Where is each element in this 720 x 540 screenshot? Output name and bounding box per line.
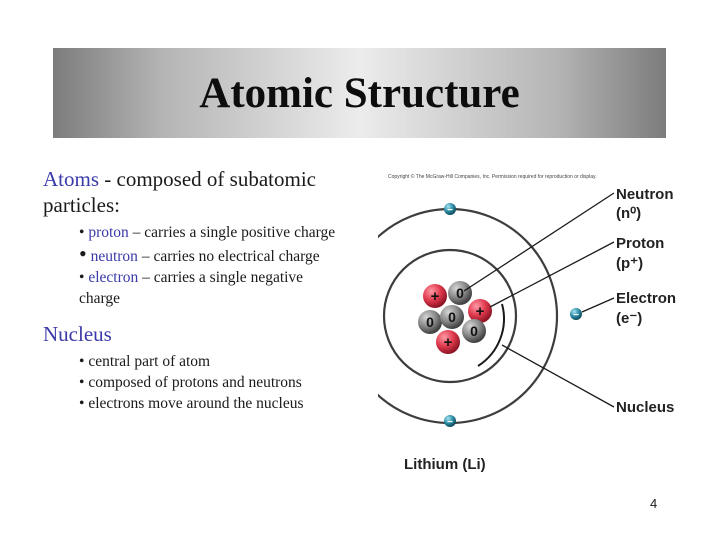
svg-text:−: − — [447, 417, 453, 428]
svg-text:+: + — [430, 288, 440, 305]
svg-text:−: − — [573, 310, 579, 321]
svg-text:+: + — [443, 334, 453, 351]
proton-term: proton — [88, 224, 129, 241]
atoms-heading — [43, 166, 343, 218]
electron-term: electron — [88, 269, 139, 286]
electron-symbol: (e⁻) — [616, 310, 643, 327]
atoms-definition: - composed of subatomic particles: — [43, 167, 316, 217]
electron-description: – carries a single negative charge — [79, 269, 304, 307]
svg-text:0: 0 — [456, 285, 464, 301]
text-column — [43, 166, 343, 414]
electron-bottom — [444, 415, 456, 428]
slide-title: Atomic Structure — [199, 69, 520, 117]
lithium-atom-diagram — [378, 165, 698, 485]
nucleus-item-1: central part of atom — [88, 353, 211, 370]
nucleus-label: Nucleus — [616, 399, 675, 416]
electron-right — [570, 308, 582, 321]
list-item-proton: • proton – carries a single positive charge — [79, 224, 336, 241]
list-item-electron: • electron – carries a single negative charge — [79, 269, 304, 307]
atoms-term: Atoms — [43, 167, 100, 191]
svg-text:0: 0 — [448, 309, 456, 325]
svg-text:−: − — [447, 205, 453, 216]
proton-label: Proton — [616, 235, 665, 252]
svg-text:0: 0 — [470, 323, 478, 339]
proton-description: – carries a single positive charge — [128, 224, 336, 241]
outer-orbit — [378, 209, 557, 423]
electron-label: Electron — [616, 290, 677, 307]
svg-text:+: + — [475, 303, 485, 320]
nucleus-cluster — [418, 281, 492, 354]
page-number: 4 — [650, 496, 658, 511]
neutron-label: Neutron — [616, 186, 674, 203]
electron-top — [444, 203, 456, 216]
nucleus-heading: Nucleus — [43, 322, 112, 346]
list-item: • composed of protons and neutrons — [79, 374, 302, 391]
neutron-symbol: (n⁰) — [616, 205, 642, 222]
nucleus-item-3: electrons move around the nucleus — [88, 395, 304, 412]
list-item: • central part of atom — [79, 353, 211, 370]
proton-symbol: (p⁺) — [616, 255, 644, 272]
nucleus-item-2: composed of protons and neutrons — [88, 374, 302, 391]
title-bar — [53, 48, 666, 138]
diagram-caption: Lithium (Li) — [404, 456, 486, 473]
copyright-text: Copyright © The McGraw-Hill Companies, Inc. Permission required for reproduction or display. — [388, 174, 597, 180]
list-item-neutron: • neutron – carries no electrical charge — [79, 241, 320, 266]
list-item: • electrons move around the nucleus — [79, 395, 304, 412]
neutron-description: – carries no electrical charge — [137, 248, 320, 265]
neutron-term: neutron — [90, 248, 138, 265]
svg-text:0: 0 — [426, 314, 434, 330]
